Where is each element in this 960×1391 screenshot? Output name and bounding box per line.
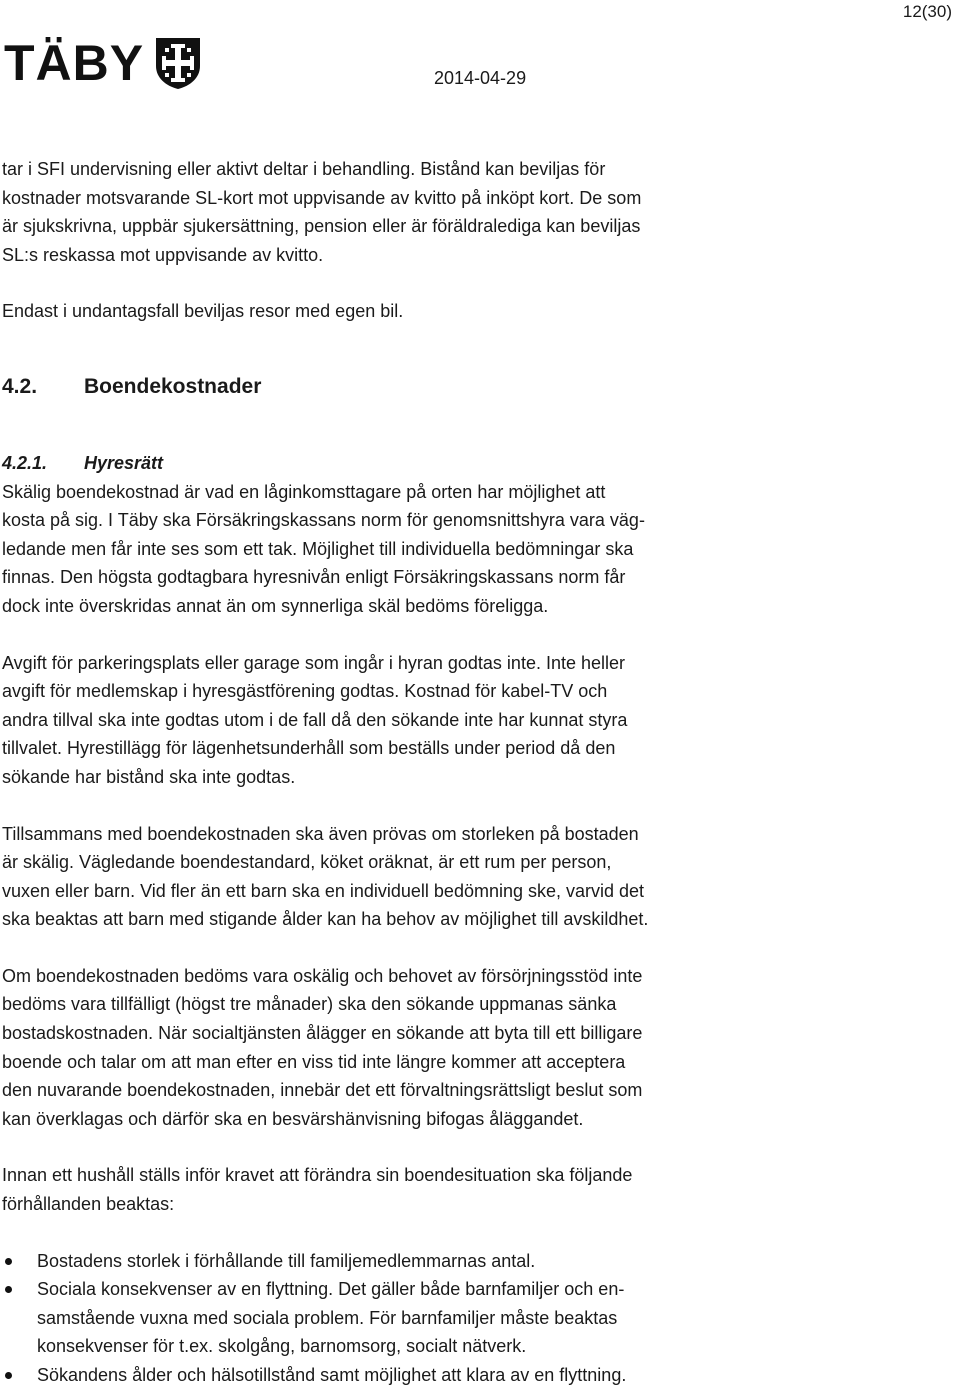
text-line: SL:s reskassa mot uppvisande av kvitto.: [2, 244, 324, 265]
text-line: tillvalet. Hyrestillägg för lägenhetsunderhåll som beställs under period då den: [2, 738, 616, 759]
considerations-list: [2, 1247, 952, 1390]
section-number: 4.2.: [2, 374, 38, 398]
list-item: [2, 1361, 952, 1390]
text-line: tar i SFI undervisning eller aktivt deltar i behandling. Bistånd kan beviljas för: [2, 159, 606, 179]
paragraph-unreasonable-cost: [2, 962, 952, 1134]
text-line: Om boendekostnaden bedöms vara oskälig och behovet av försörjningsstöd inte: [2, 965, 643, 986]
paragraph-own-car: Endast i undantagsfall beviljas resor med egen bil.: [2, 301, 404, 322]
document-body: [2, 155, 952, 1390]
text-line: kosta på sig. I Täby ska Försäkringskassans norm för genomsnittshyra vara väg-: [2, 510, 645, 531]
taby-logo: [4, 36, 202, 90]
text-line: finnas. Den högsta godtagbara hyresnivån enligt Försäkringskassans norm får: [2, 567, 626, 588]
section-title: Boendekostnader: [84, 374, 262, 398]
subsection-number: 4.2.1.: [2, 452, 48, 473]
text-line: är sjukskrivna, uppbär sjukersättning, pension eller är föräldralediga kan beviljas: [2, 216, 641, 237]
bullet-icon: [5, 1286, 12, 1293]
text-line: kostnader motsvarande SL-kort mot uppvisande av kvitto på inköpt kort. De som: [2, 187, 642, 208]
paragraph-housing-size: [2, 820, 952, 934]
text-line: dock inte överskridas annat än om synnerliga skäl bedöms föreligga.: [2, 595, 549, 616]
text-line: är skälig. Vägledande boendestandard, köket oräknat, är ett rum per person,: [2, 852, 612, 873]
text-line: ska beaktas att barn med stigande ålder kan ha behov av möjlighet till avskildhet.: [2, 909, 649, 930]
text-line: sökande har bistånd ska inte godtas.: [2, 766, 296, 787]
list-item: [2, 1275, 952, 1361]
paragraph-parking-fees: [2, 649, 952, 792]
text-line: konsekvenser för t.ex. skolgång, barnomsorg, socialt nätverk.: [37, 1336, 527, 1357]
logo-wordmark: TÄBY: [4, 35, 145, 91]
paragraph-considerations-intro: [2, 1161, 952, 1218]
text-line: andra tillval ska inte godtas utom i de fall då den sökande inte har kunnat styra: [2, 709, 628, 730]
coat-of-arms-icon: [154, 36, 202, 90]
bullet-icon: [5, 1258, 12, 1265]
text-line: vuxen eller barn. Vid fler än ett barn ska en individuell bedömning ske, varvid det: [2, 880, 645, 901]
bullet-icon: [5, 1372, 12, 1379]
text-line: Sociala konsekvenser av en flyttning. Det gäller både barnfamiljer och en-: [37, 1279, 625, 1300]
text-line: Bostadens storlek i förhållande till familjemedlemmarnas antal.: [37, 1250, 536, 1271]
text-line: förhållanden beaktas:: [2, 1194, 175, 1215]
text-line: kan överklagas och därför ska en besvärshänvisning bifogas åläggandet.: [2, 1108, 584, 1129]
text-line: bedöms vara tillfälligt (högst tre månader) ska den sökande uppmanas sänka: [2, 994, 617, 1015]
text-line: bostadskostnaden. När socialtjänsten ålägger en sökande att byta till ett billigare: [2, 1023, 643, 1044]
text-line: samstående vuxna med sociala problem. För barnfamiljer måste beaktas: [37, 1307, 618, 1328]
paragraph-travel: [2, 155, 952, 269]
text-line: Tillsammans med boendekostnaden ska även prövas om storleken på bostaden: [2, 823, 639, 844]
page-number: 12(30): [902, 2, 952, 21]
document-date: 2014-04-29: [434, 68, 527, 88]
section-heading: [2, 373, 952, 401]
text-line: avgift för medlemskap i hyresgästförening godtas. Kostnad för kabel-TV och: [2, 681, 608, 702]
text-line: ledande men får inte ses som ett tak. Möjlighet till individuella bedömningar ska: [2, 538, 634, 559]
list-item: [2, 1247, 952, 1276]
text-line: Skälig boendekostnad är vad en låginkomsttagare på orten har möjlighet att: [2, 481, 606, 502]
subsection-title: Hyresrätt: [84, 452, 164, 473]
text-line: Innan ett hushåll ställs inför kravet att förändra sin boendesituation ska följande: [2, 1165, 633, 1186]
subsection-heading: [2, 449, 952, 478]
text-line: Sökandens ålder och hälsotillstånd samt möjlighet att klara av en flyttning.: [37, 1365, 627, 1385]
text-line: boende och talar om att man efter en viss tid inte längre kommer att acceptera: [2, 1051, 626, 1072]
text-line: Avgift för parkeringsplats eller garage som ingår i hyran godtas inte. Inte heller: [2, 652, 626, 673]
paragraph-reasonable-cost: [2, 478, 952, 621]
text-line: den nuvarande boendekostnaden, innebär det ett förvaltningsrättsligt beslut som: [2, 1080, 643, 1101]
